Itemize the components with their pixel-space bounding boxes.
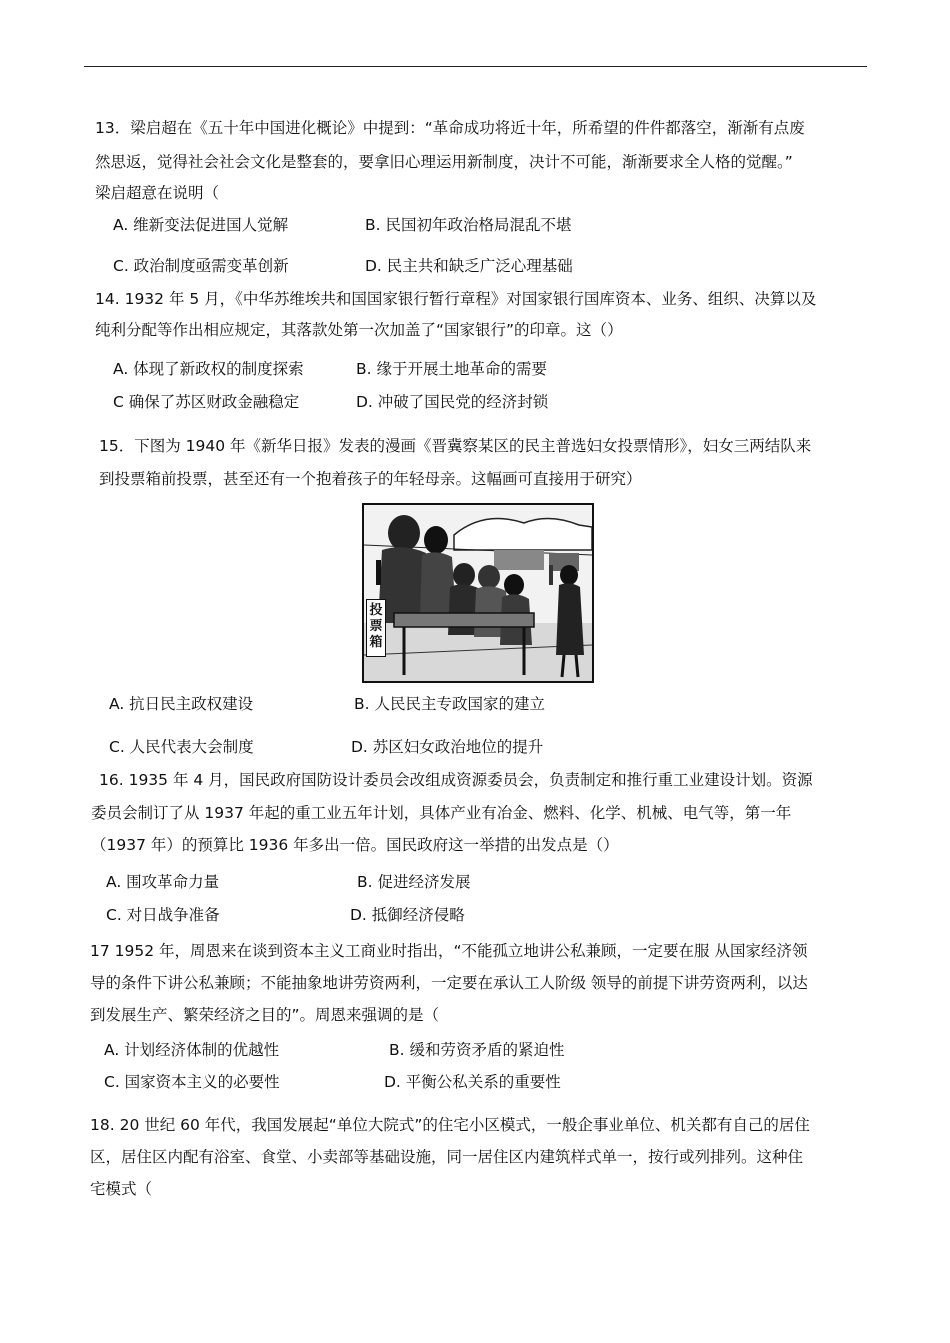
q17-option-c[interactable]: C. 国家资本主义的必要性 [104, 1073, 280, 1091]
q13-line-2: 然思返，觉得社会社会文化是整套的，要拿旧心理运用新制度，决计不可能，渐渐要求全人格的觉醒。” [95, 153, 793, 171]
q14-option-c[interactable]: C 确保了苏区财政金融稳定 [113, 393, 300, 411]
q18-line-2: 区，居住区内配有浴室、食堂、小卖部等基础设施，同一居住区内建筑样式单一，按行或列排列。这种住 [90, 1148, 804, 1166]
voting-cartoon-image [362, 503, 594, 683]
header-rule [84, 66, 867, 67]
q15-option-b[interactable]: B. 人民民主专政国家的建立 [354, 695, 545, 713]
q16-option-d[interactable]: D. 抵御经济侵略 [350, 906, 465, 924]
ballot-box-label: 投票箱 [366, 599, 386, 657]
q15-line-1: 15．下图为 1940 年《新华日报》发表的漫画《晋冀察某区的民主普选妇女投票情形》，妇女三两结队来 [99, 437, 812, 455]
q13-option-a[interactable]: A. 维新变法促进国人觉解 [113, 216, 289, 234]
q16-option-c[interactable]: C. 对日战争准备 [106, 906, 220, 924]
voting-cartoon-drawing [364, 505, 592, 681]
q13-option-d[interactable]: D. 民主共和缺乏广泛心理基础 [365, 257, 573, 275]
q14-line-2: 纯利分配等作出相应规定，其落款处第一次加盖了“国家银行”的印章。这（） [95, 321, 623, 339]
q13-option-c[interactable]: C. 政治制度亟需变革创新 [113, 257, 289, 275]
q18-line-3: 宅模式（ [90, 1180, 153, 1198]
q17-option-b[interactable]: B. 缓和劳资矛盾的紧迫性 [389, 1041, 565, 1059]
q16-option-b[interactable]: B. 促进经济发展 [357, 873, 471, 891]
q13-option-b[interactable]: B. 民国初年政治格局混乱不堪 [365, 216, 572, 234]
q13-line-3: 梁启超意在说明（ [95, 184, 220, 202]
q15-line-2: 到投票箱前投票，甚至还有一个抱着孩子的年轻母亲。这幅画可直接用于研究） [99, 470, 642, 488]
q15-option-c[interactable]: C. 人民代表大会制度 [109, 738, 254, 756]
q14-option-b[interactable]: B. 缘于开展土地革命的需要 [356, 360, 547, 378]
q14-line-1: 14. 1932 年 5 月，《中华苏维埃共和国国家银行暂行章程》对国家银行国库资本、业务、组织、决算以及 [95, 290, 817, 308]
q14-option-a[interactable]: A. 体现了新政权的制度探索 [113, 360, 304, 378]
q16-line-2: 委员会制订了从 1937 年起的重工业五年计划，具体产业有冶金、燃料、化学、机械、电气等，第一年 [91, 804, 792, 822]
q14-option-d[interactable]: D. 冲破了国民党的经济封锁 [356, 393, 549, 411]
q15-option-a[interactable]: A. 抗日民主政权建设 [109, 695, 254, 713]
q17-line-1: 17 1952 年，周恩来在谈到资本主义工商业时指出，“不能孤立地讲公私兼顾，一定要在服 从国家经济领 [90, 942, 808, 960]
q17-line-2: 导的条件下讲公私兼顾；不能抽象地讲劳资两利，一定要在承认工人阶级 领导的前提下讲劳资两利，以达 [90, 974, 808, 992]
q13-line-1: 13．梁启超在《五十年中国进化概论》中提到：“革命成功将近十年，所希望的件件都落空，渐渐有点废 [95, 119, 805, 137]
q16-option-a[interactable]: A. 围攻革命力量 [106, 873, 220, 891]
q17-line-3: 到发展生产、繁荣经济之目的”。周恩来强调的是（ [90, 1006, 440, 1024]
q15-option-d[interactable]: D. 苏区妇女政治地位的提升 [351, 738, 544, 756]
q16-line-3: （1937 年）的预算比 1936 年多出一倍。国民政府这一举措的出发点是（） [91, 836, 619, 854]
q17-option-d[interactable]: D. 平衡公私关系的重要性 [384, 1073, 561, 1091]
q16-line-1: 16. 1935 年 4 月，国民政府国防设计委员会改组成资源委员会，负责制定和推行重工业建设计划。资源 [99, 771, 813, 789]
q18-line-1: 18. 20 世纪 60 年代，我国发展起“单位大院式”的住宅小区模式，一般企事业单位、机关都有自己的居住 [90, 1116, 810, 1134]
q17-option-a[interactable]: A. 计划经济体制的优越性 [104, 1041, 280, 1059]
